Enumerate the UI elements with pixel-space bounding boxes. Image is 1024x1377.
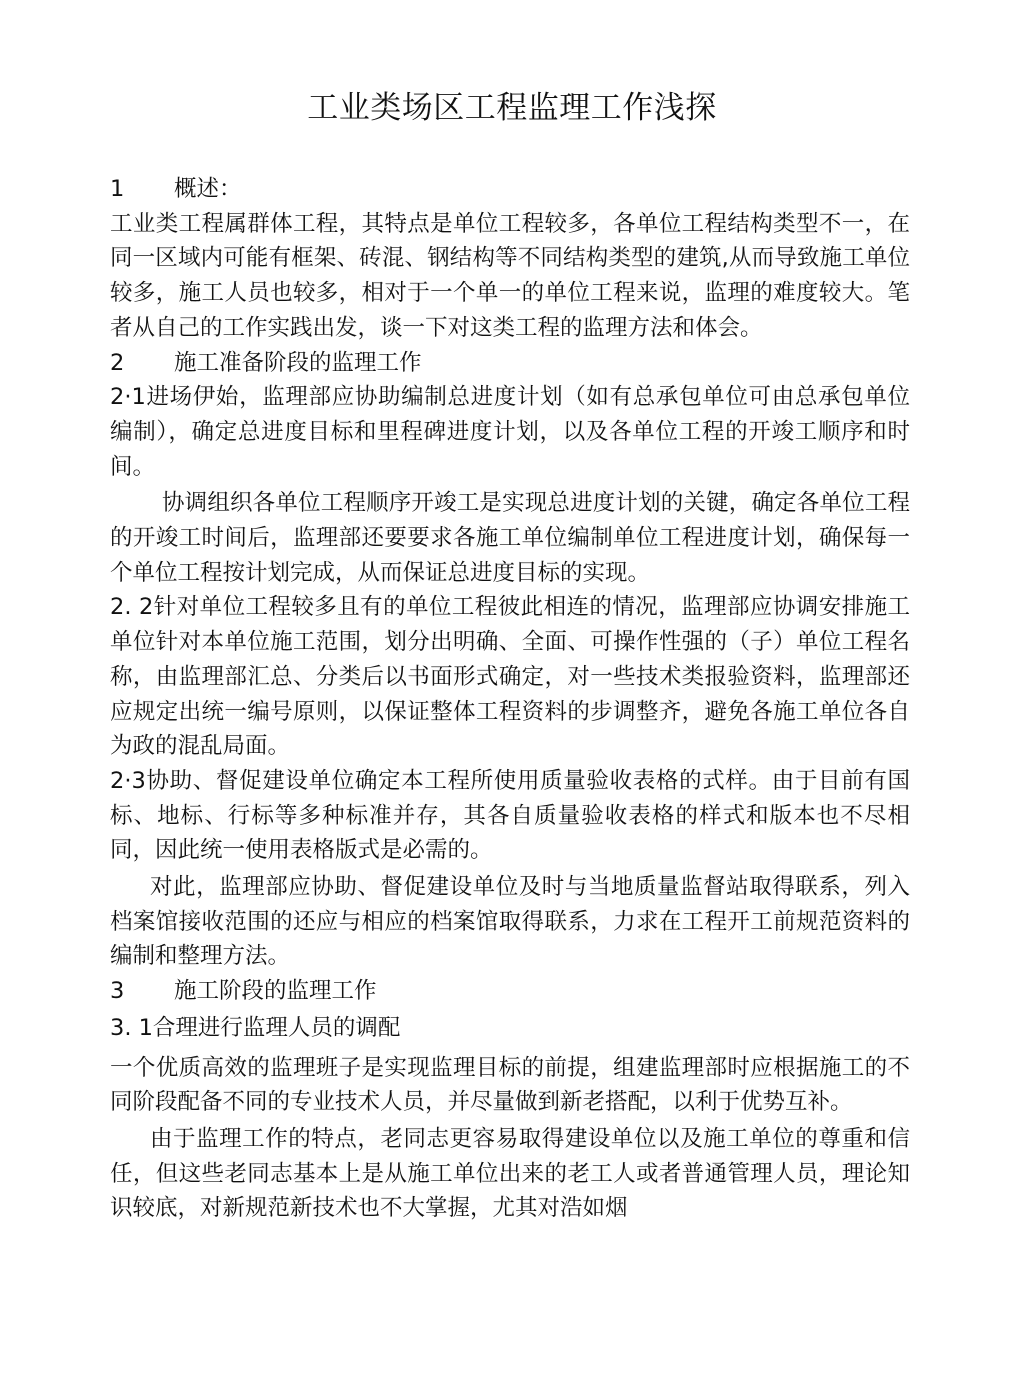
paragraph-2-3-archive: 对此，监理部应协助、督促建设单位及时与当地质量监督站取得联系，列入档案馆接收范围的还应与相应的档案馆取得联系，力求在工程开工前规范资料的编制和整理方法。 [110,874,910,970]
paragraph-2-2: 2. 2针对单位工程较多且有的单位工程彼此相连的情况，监理部应协调安排施工单位针对本单位施工范围，划分出明确、全面、可操作性强的（子）单位工程名称，由监理部汇总、分类后以书面形式确定，对一些技术类报验资料，监理部还应规定出统一编号原则，以保证整体工程资料的步调整齐，避免各施工单位各自为政的混乱局面。 [110,594,910,760]
paragraph-2-3: 2·3协助、督促建设单位确定本工程所使用质量验收表格的式样。由于目前有国标、地标、行标等多种标准并存，其各自质量验收表格的样式和版本也不尽相同，因此统一使用表格版式是必需的。 [110,767,910,864]
paragraph-2-1-coordination: 协调组织各单位工程顺序开竣工是实现总进度计划的关键，确定各单位工程的开竣工时间后，监理部还要要求各施工单位编制单位工程进度计划，确保每一个单位工程按计划完成，从而保证总进度目标的实现。 [110,490,910,586]
section-heading-1 [110,172,910,207]
subheading-3-1: 3. 1合理进行监理人员的调配 [110,1014,401,1041]
section-number: 2 [110,349,125,376]
section-heading-text: 施工阶段的监理工作 [174,978,377,1005]
section-heading-text: 施工准备阶段的监理工作 [174,349,422,376]
document-body [110,172,910,1226]
paragraph-3-1-team: 一个优质高效的监理班子是实现监理目标的前提，组建监理部时应根据施工的不同阶段配备不同的专业技术人员，并尽量做到新老搭配，以利于优势互补。 [110,1054,910,1116]
paragraph-overview: 工业类工程属群体工程，其特点是单位工程较多，各单位工程结构类型不一，在同一区域内可能有框架、砖混、钢结构等不同结构类型的建筑,从而导致施工单位较多，施工人员也较多，相对于一个单一的单位工程来说，监理的难度较大。笔者从自己的工作实践出发，谈一下对这类工程的监理方法和体会。 [110,210,910,341]
paragraph-2-1: 2·1进场伊始，监理部应协助编制总进度计划（如有总承包单位可由总承包单位编制），确定总进度目标和里程碑进度计划，以及各单位工程的开竣工顺序和时间。 [110,384,910,480]
section-number: 3 [110,978,125,1005]
section-heading-3 [110,974,910,1009]
section-number: 1 [110,176,125,202]
section-heading-text: 概述： [174,176,242,202]
section-heading-2 [110,346,910,381]
document-title: 工业类场区工程监理工作浅探 [307,90,717,126]
paragraph-3-1-staff: 由于监理工作的特点，老同志更容易取得建设单位以及施工单位的尊重和信任，但这些老同志基本上是从施工单位出来的老工人或者普通管理人员，理论知识较底，对新规范新技术也不大掌握，尤其对浩如烟 [110,1125,910,1222]
